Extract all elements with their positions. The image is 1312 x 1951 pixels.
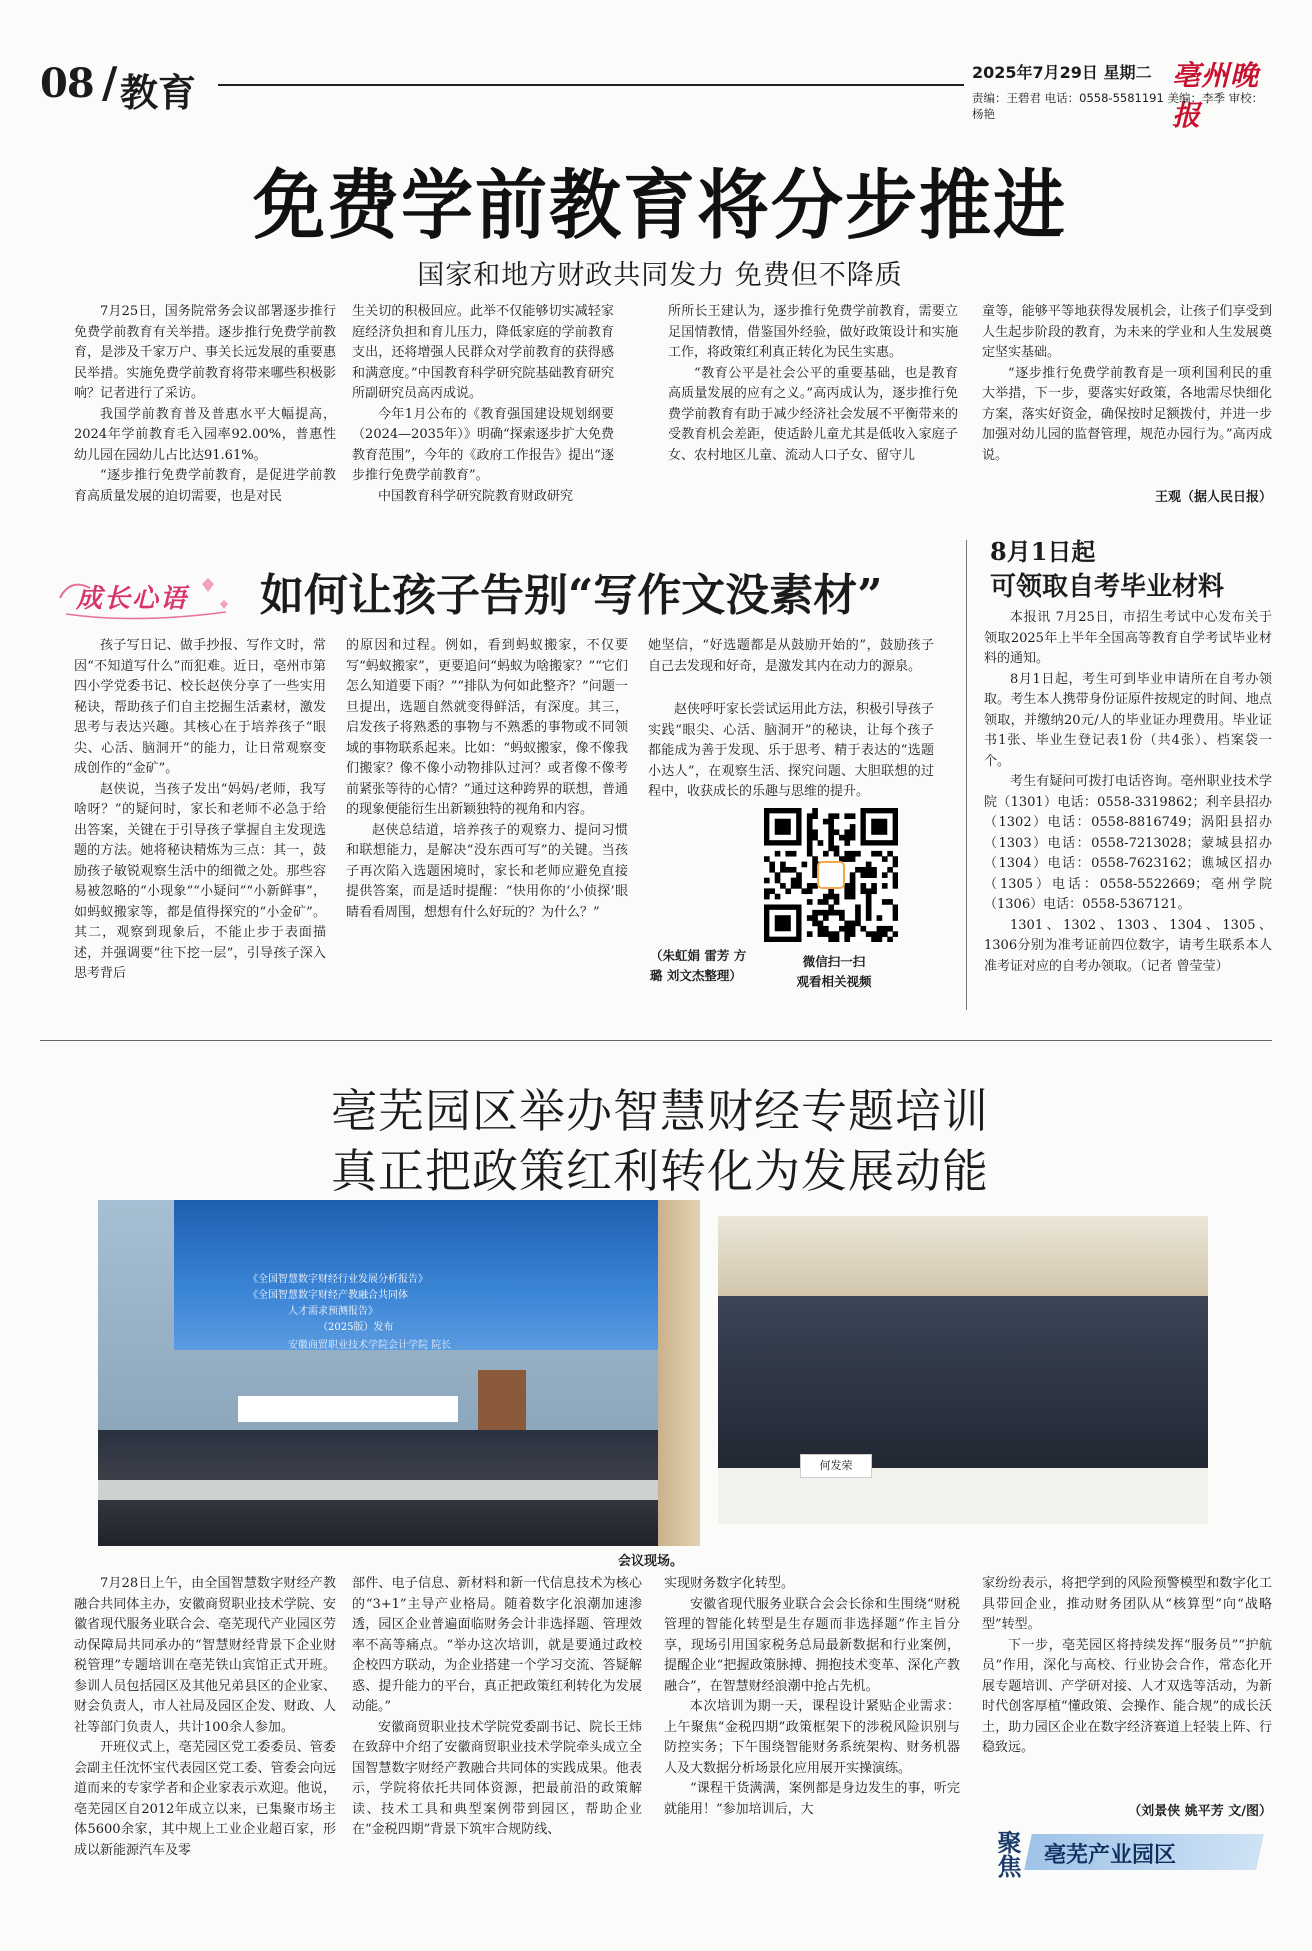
column-divider [966,540,967,1010]
editor-credits: 责编：王碧君 电话：0558-5581191 美编：李季 审校：杨艳 [972,91,1264,121]
article4-title-line1: 亳芜园区举办智慧财经专题培训 [331,1084,989,1138]
column-tag-text: 成长心语 [76,584,189,614]
photo1-banner-text: 安徽商贸职业技术学院会计学院 院长 [288,1340,452,1351]
article4-byline: （刘景侠 姚平芳 文/图） [1128,1804,1272,1819]
park-logo [990,1826,1272,1890]
qr-code-image [764,808,898,942]
photo2-front-table [718,1468,1208,1524]
article2-title: 如何让孩子告别“写作文没素材” [260,570,883,621]
page-number: 08 [40,60,94,107]
photo1-right-wall [658,1200,700,1546]
column-tag-badge [52,570,242,624]
article4-column-1: 7月28日上午，由全国智慧数字财经产教融合共同体主办，安徽商贸职业技术学院、安徽省现代服务业联合会、亳芜现代产业园区劳动保障局共同承办的“智慧财经背景下企业财税管理”专题培训在亳芜铁山宾馆正式开班。参训人员包括园区及其他兄弟县区的企业家、财会负责人，市人社局及园区企发、财政、人社等部门负责人，共计100余人参加。 开班仪式上，亳芜园区党工委委员、管委会副主任沈怀宝代表园区党工委、管委会向远道而来的专家学者和企业家表示欢迎。他说，亳芜园区自2012年成立以来，已集聚市场主体5600余家，其中规上工业企业超百家，形成以新能源汽车及零 [74,1576,336,1858]
article2-byline: （朱虹娟 雷芳 方璐 刘文杰整理） [650,948,747,983]
qr-code[interactable] [764,808,898,942]
article1-title: 免费学前教育将分步推进 [252,160,1067,250]
article4-title-line2: 真正把政策红利转化为发展动能 [331,1144,989,1198]
photo1-screen-text-2: 《全国智慧数字财经产教融合共同体 [248,1290,408,1301]
photo1-head-table [238,1396,458,1422]
photo1-podium [478,1370,526,1430]
conference-photo-2 [718,1216,1208,1524]
article1-byline: 王观（据人民日报） [1154,490,1272,505]
article2-column-3b: 赵侠呼吁家长尝试运用此方法，积极引导孩子实践“眼尖、心活、脑洞开”的秘诀，让每个孩子都能成为善于发现、乐于思考、精于表达的“选题小达人”，在观察生活、探究问题、大胆联想的过程中，收获成长的乐趣与思维的提升。 [648,702,934,799]
page-header [40,58,1272,132]
section-divider [40,1040,1272,1041]
qr-caption-1: 微信扫一扫 [802,954,866,969]
issue-date: 2025年7月29日 星期二 [972,63,1152,82]
paper-name-logo: 亳州晚报 [1172,59,1260,132]
photo1-screen-text-3: 人才需求预测报告》 [288,1306,378,1317]
photo-caption: 会议现场。 [618,1554,684,1569]
photo1-screen-text-1: 《全国智慧数字财经行业发展分析报告》 [248,1274,428,1285]
article1-column-2: 生关切的积极回应。此举不仅能够切实减轻家庭经济负担和育儿压力，降低家庭的学前教育支出，还将增强人民群众对学前教育的获得感和满意度。”中国教育科学研究院基础教育研究所副研究员高丙成说。 今年1月公布的《教育强国建设规划纲要（2024—2035年）》明确“探索逐步扩大免费教育范围”，今年的《政府工作报告》提出“逐步推行免费学前教育”。 中国教育科学研究院教育财政研究 [352,304,614,504]
article2-column-2: 的原因和过程。例如，看到蚂蚁搬家，不仅要写“蚂蚁搬家”，更要追问“蚂蚁为啥搬家？”“它们怎么知道要下雨？”“排队为何如此整齐？”问题一旦提出，选题自然就变得鲜活，有深度。其三，启发孩子将熟悉的事物与不熟悉的事物或不同领域的事物联系起来。比如：“蚂蚁搬家，像不像我们搬家？像不像小动物排队过河？或者像不像考前紧张等待的心情？”通过这种跨界的联想，普通的现象便能衍生出新颖独特的视角和内容。 赵侠总结道，培养孩子的观察力、提问习惯和联想能力，是解决“没东西可写”的关键。当孩子再次陷入选题困境时，家长和老师应避免直接提供答案，而是适时提醒：“快用你的‘小侦探’眼睛看看周围，想想有什么好玩的？为什么？” [346,638,628,920]
qr-caption-2: 观看相关视频 [796,974,872,989]
photo2-nameplate: 何发荣 [800,1454,872,1478]
logo-right-text: 亳芜产业园区 [1044,1843,1177,1868]
article1-column-1: 7月25日，国务院常务会议部署逐步推行免费学前教育有关举措。逐步推行免费学前教育，是涉及千家万户、事关长远发展的重要惠民举措。实施免费学前教育将带来哪些积极影响？记者进行了采访。 我国学前教育普及普惠水平大幅提高，2024年学前教育毛入园率92.00%，普惠性幼儿园在园幼儿占比达91.61%。 “逐步推行免费学前教育，是促进学前教育高质量发展的迫切需要，也是对民 [74,304,336,504]
article2-column-1: 孩子写日记、做手抄报、写作文时，常因“不知道写什么”而犯难。近日，亳州市第四小学党委书记、校长赵侠分享了一些实用秘诀，帮助孩子们自主挖掘生活素材，激发思考与表达兴趣。其核心在于培养孩子“眼尖、心活、脑洞开”的能力，让日常观察变成创作的“金矿”。 赵侠说，当孩子发出“妈妈/老师，我写啥呀？”的疑问时，家长和老师不必急于给出答案，关键在于引导孩子掌握自主发现选题的方法。她将秘诀精炼为三点：其一，鼓励孩子敏锐观察生活中的细微之处。那些容易被忽略的“小现象”“小疑问”“小新鲜事”，如蚂蚁搬家等，都是值得探究的“小金矿”。其二，观察到现象后，不能止步于表面描述，并强调要“往下挖一层”，引导孩子深入思考背后 [74,638,326,981]
logo-left-text: 聚焦 [993,1830,1022,1878]
article4-column-4: 家纷纷表示，将把学到的风险预警模型和数字化工具带回企业，推动财务团队从“核算型”向“战略型”转型。 下一步，亳芜园区将持续发挥“服务员”“护航员”作用，深化与高校、行业协会合作，常态化开展专题培训、产学研对接、人才双选等活动，为新时代创客厚植“懂政策、会操作、能合规”的成长沃土，助力园区企业在数字经济赛道上轻装上阵、行稳致远。 [982,1576,1272,1755]
article1-subtitle: 国家和地方财政共同发力 免费但不降质 [417,260,903,291]
article1-column-4: 童等，能够平等地获得发展机会，让孩子们享受到人生起步阶段的教育，为未来的学业和人生发展奠定坚实基础。 “逐步推行免费学前教育是一项利国利民的重大举措，下一步，要落实好政策，各地需尽快细化方案，落实好资金，确保按时足额拨付，并进一步加强对幼儿园的监督管理，规范办园行为。”高丙成说。 [982,304,1272,463]
section-name: 教育 [120,71,197,115]
article2-column-3a: 她坚信，“好选题都是从鼓励开始的”，鼓励孩子自己去发现和好奇，是激发其内在动力的源泉。 [648,638,934,674]
photo1-tables [98,1480,658,1500]
conference-photo-1 [98,1200,700,1546]
article4-column-3: 实现财务数字化转型。 安徽省现代服务业联合会会长徐和生围绕“财税管理的智能化转型是生存题而非选择题”作主旨分享，现场引用国家税务总局最新数据和行业案例，提醒企业“把握政策脉搏、拥抱技术变革、深化产教融合”，在智慧财经浪潮中抢占先机。 本次培训为期一天，课程设计紧贴企业需求：上午聚焦“金税四期”政策框架下的涉税风险识别与防控实务；下午围绕智能财务系统架构、财务机器人及大数据分析场景化应用展开实操演练。 “课程干货满满，案例都是身边发生的事，听完就能用！”参加培训后，大 [664,1576,960,1817]
header-slash: / [102,58,118,107]
photo2-wall [718,1216,1208,1306]
article3-body: 本报讯 7月25日，市招生考试中心发布关于领取2025年上半年全国高等教育自学考试毕业材料的通知。 8月1日起，考生可到毕业申请所在自考办领取。考生本人携带身份证原件按规定的时间、地点领取，并缴纳20元/人的毕业证办理费用。毕业证书1张、毕业生登记表1份（共4张）、档案袋一个。 考生有疑问可拨打电话咨询。亳州职业技术学院（1301）电话：0558-3319862；利辛县招办（1302）电话：0558-8816749；涡阳县招办（1303）电话：0558-7213028；蒙城县招办（1304）电话：0558-7623162；谯城区招办（1305）电话：0558-5522669；亳州学院（1306）电话：0558-5367121。 1301、1302、1303、1304、1305、1306分别为准考证前四位数字，请考生联系本人准考证对应的自考办领取。（记者 曾莹莹） [984,610,1272,974]
photo1-screen-text-4: （2025版）发布 [318,1322,394,1333]
article3-title-line1: 8月1日起 [990,537,1096,566]
article4-column-2: 部件、电子信息、新材料和新一代信息技术为核心的“3+1”主导产业格局。随着数字化浪潮加速渗透，园区企业普遍面临财务会计非选择题、管理效率不高等痛点。“举办这次培训，就是要通过政校企校四方联动，为企业搭建一个学习交流、答疑解惑、提升能力的平台，真正把政策红利转化为发展动能。” 安徽商贸职业技术学院党委副书记、院长王炜在致辞中介绍了安徽商贸职业技术学院牵头成立全国智慧数字财经产教融合共同体的实践成果。他表示，学院将依托共同体资源，把最前沿的政策解读、技术工具和典型案例带到园区，帮助企业在“金税四期”背景下筑牢合规防线、 [352,1576,642,1837]
header-rule [218,84,964,86]
article1-column-3: 所所长王建认为，逐步推行免费学前教育，需要立足国情教情，借鉴国外经验，做好政策设计和实施工作，将政策红利真正转化为民生实惠。 “教育公平是社会公平的重要基础，也是教育高质量发展的应有之义。”高丙成认为，逐步推行免费学前教育有助于减少经济社会发展不平衡带来的受教育机会差距，使适龄儿童尤其是低收入家庭子女、农村地区儿童、流动人口子女、留守儿 [668,304,958,463]
article3-title-line2: 可领取自考毕业材料 [990,572,1225,602]
